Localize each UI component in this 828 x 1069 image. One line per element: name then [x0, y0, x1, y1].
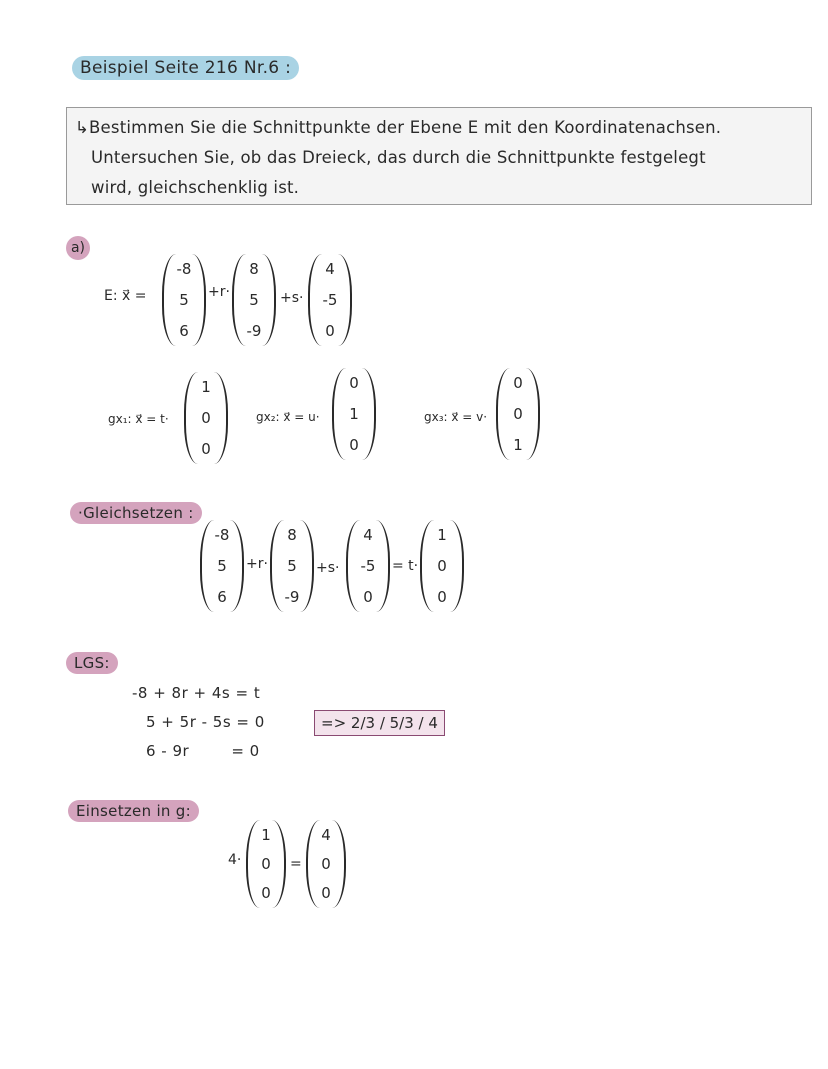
task-box	[66, 107, 812, 205]
axis-vector-x1	[184, 372, 228, 464]
plus-s: +s·	[316, 560, 340, 576]
axis-prefix: gx₃: x⃗ = v·	[424, 410, 488, 424]
vector-entry: -5	[360, 556, 376, 575]
vector-entry: 5	[179, 290, 189, 309]
vector-entry: 1	[261, 825, 271, 844]
vector-entry: 4	[321, 825, 331, 844]
lgs-equation-3: 6 - 9r = 0	[146, 742, 260, 760]
vector-entry: 0	[363, 587, 373, 606]
axis-prefix: gx₁: x⃗ = t·	[108, 412, 169, 426]
axis-prefix: gx₂: x⃗ = u·	[256, 410, 320, 424]
vector-entry: -8	[214, 526, 230, 545]
vector-entry: -9	[284, 587, 300, 606]
intersection-point-vector	[306, 820, 346, 908]
vector-entry: 1	[513, 435, 523, 454]
equals-sign: =	[290, 856, 302, 872]
vector-entry: -9	[246, 321, 262, 340]
vector-entry: -8	[176, 260, 192, 279]
vector-entry: 0	[201, 439, 211, 458]
einsetzen-label: Einsetzen in g:	[68, 800, 199, 822]
vector-entry: 6	[217, 587, 227, 606]
vector-entry: 5	[217, 556, 227, 575]
axis-vector	[420, 520, 464, 612]
page-heading: Beispiel Seite 216 Nr.6 :	[72, 56, 299, 80]
support-vector	[200, 520, 244, 612]
vector-entry: 0	[261, 854, 271, 873]
vector-entry: 0	[513, 374, 523, 393]
plus-r: +r·	[208, 284, 230, 300]
vector-entry: 0	[325, 321, 335, 340]
axis-vector-x3	[496, 368, 540, 460]
vector-entry: 0	[321, 854, 331, 873]
task-line-2: Untersuchen Sie, ob das Dreieck, das durch die Schnittpunkte festgelegt	[91, 148, 706, 167]
vector-entry: 1	[437, 526, 447, 545]
part-a-label: a)	[66, 236, 90, 260]
plus-s: +s·	[280, 290, 304, 306]
lgs-result: => 2/3 / 5/3 / 4	[314, 710, 445, 736]
vector-entry: 4	[363, 526, 373, 545]
axis-vector	[246, 820, 286, 908]
vector-entry: 0	[437, 556, 447, 575]
lgs-label: LGS:	[66, 652, 118, 674]
vector-entry: 8	[249, 260, 259, 279]
plane-direction-vector-2	[308, 254, 352, 346]
scalar-factor: 4·	[228, 852, 242, 868]
plane-support-vector	[162, 254, 206, 346]
vector-entry: 0	[201, 408, 211, 427]
vector-entry: 5	[249, 290, 259, 309]
gleichsetzen-label: ·Gleichsetzen :	[70, 502, 202, 524]
vector-entry: 0	[349, 435, 359, 454]
vector-entry: 0	[437, 587, 447, 606]
vector-entry: 6	[179, 321, 189, 340]
vector-entry: 4	[325, 260, 335, 279]
direction-vector-2	[346, 520, 390, 612]
vector-entry: 0	[321, 884, 331, 903]
vector-entry: -5	[322, 290, 338, 309]
vector-entry: 0	[513, 404, 523, 423]
vector-entry: 0	[349, 374, 359, 393]
plane-direction-vector-1	[232, 254, 276, 346]
direction-vector-1	[270, 520, 314, 612]
vector-entry: 5	[287, 556, 297, 575]
equals-t: = t·	[392, 558, 419, 574]
vector-entry: 1	[349, 404, 359, 423]
lgs-equation-2: 5 + 5r - 5s = 0	[146, 713, 265, 731]
plane-prefix: E: x⃗ =	[104, 288, 147, 304]
lgs-equation-1: -8 + 8r + 4s = t	[132, 684, 261, 702]
task-line-3: wird, gleichschenklig ist.	[91, 178, 300, 197]
vector-entry: 0	[261, 884, 271, 903]
plus-r: +r·	[246, 556, 268, 572]
vector-entry: 1	[201, 378, 211, 397]
vector-entry: 8	[287, 526, 297, 545]
task-line-1: ↳Bestimmen Sie die Schnittpunkte der Ebene E mit den Koordinatenachsen.	[75, 118, 722, 137]
axis-vector-x2	[332, 368, 376, 460]
